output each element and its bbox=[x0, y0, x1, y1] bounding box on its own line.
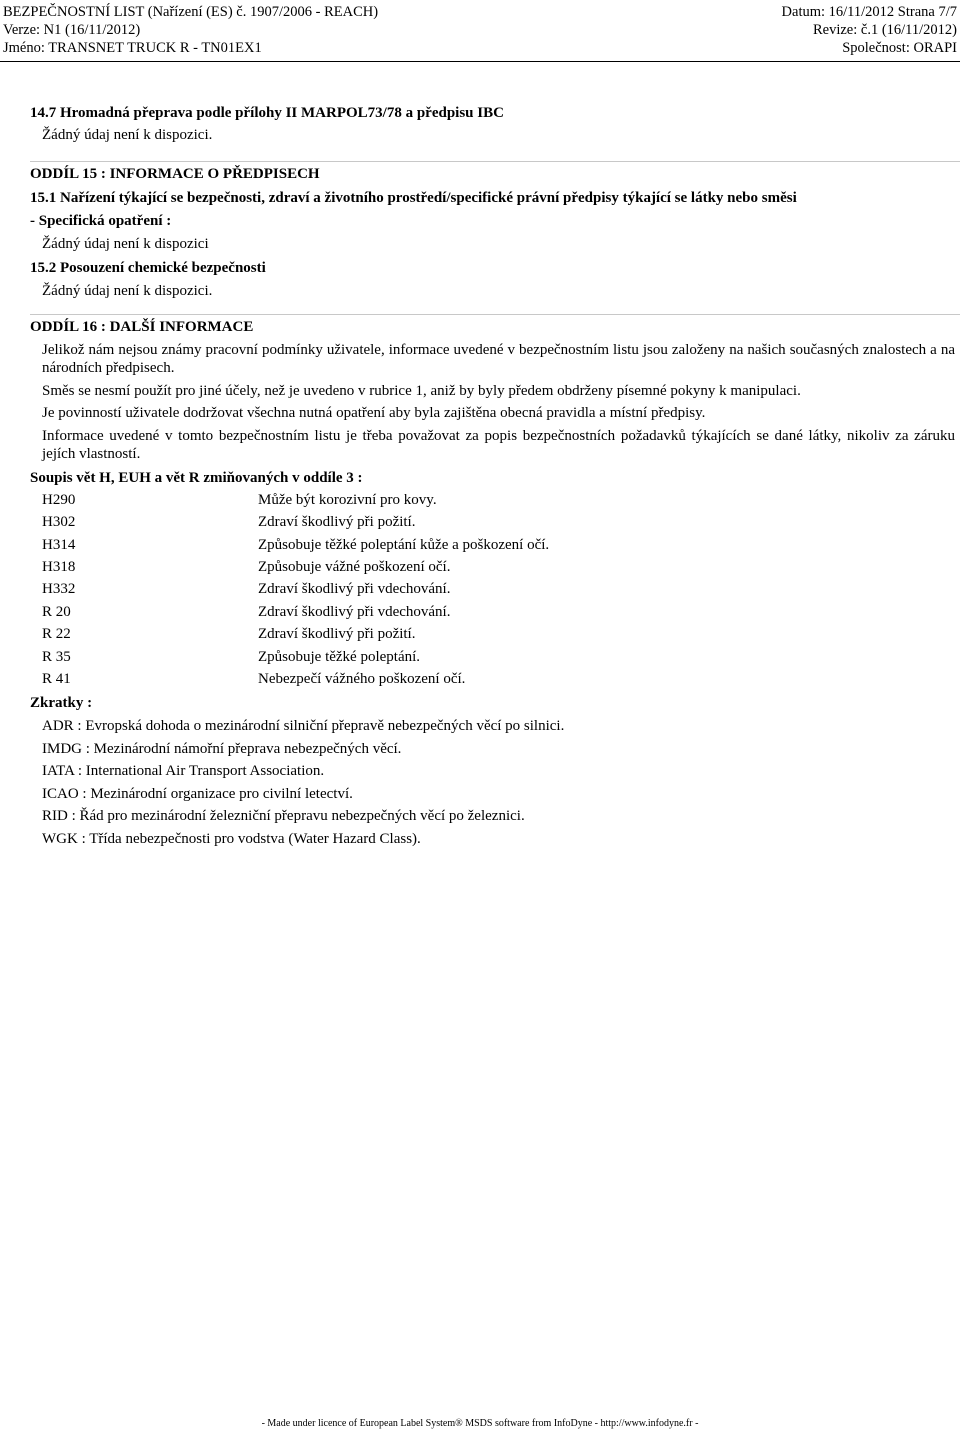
phrase-text: Způsobuje těžké poleptání kůže a poškození očí. bbox=[258, 537, 550, 553]
phrase-code: H302 bbox=[42, 514, 76, 530]
header-divider bbox=[0, 61, 960, 62]
phrases-title: Soupis vět H, EUH a vět R zmiňovaných v oddíle 3 : bbox=[30, 470, 363, 486]
phrase-text: Nebezpečí vážného poškození očí. bbox=[258, 671, 466, 687]
section-15-2-text: Žádný údaj není k dispozici. bbox=[42, 283, 213, 299]
phrase-text: Zdraví škodlivý při požití. bbox=[258, 514, 416, 530]
date-page: Datum: 16/11/2012 Strana 7/7 bbox=[781, 4, 957, 20]
section-16-rule bbox=[30, 314, 960, 315]
abbreviation-item: RID : Řád pro mezinárodní železniční přepravu nebezpečných věcí po železnici. bbox=[42, 808, 525, 824]
section-15-title: ODDÍL 15 : INFORMACE O PŘEDPISECH bbox=[30, 166, 320, 182]
phrase-text: Zdraví škodlivý při vdechování. bbox=[258, 581, 451, 597]
company-name: Společnost: ORAPI bbox=[842, 40, 957, 56]
section-16-paragraph: Je povinností uživatele dodržovat všechna nutná opatření aby byla zajištěna obecná pravidla a místní předpisy. bbox=[42, 405, 706, 421]
abbreviation-item: WGK : Třída nebezpečnosti pro vodstva (Water Hazard Class). bbox=[42, 831, 421, 847]
phrase-text: Může být korozivní pro kovy. bbox=[258, 492, 437, 508]
abbreviations-title: Zkratky : bbox=[30, 695, 93, 711]
abbreviation-item: IMDG : Mezinárodní námořní přeprava nebezpečných věcí. bbox=[42, 741, 402, 757]
section-14-7-text: Žádný údaj není k dispozici. bbox=[42, 127, 213, 143]
document-title: BEZPEČNOSTNÍ LIST (Nařízení (ES) č. 1907/2006 - REACH) bbox=[3, 4, 379, 20]
phrase-code: R 35 bbox=[42, 649, 71, 665]
section-16-paragraph: Jelikož nám nejsou známy pracovní podmínky uživatele, informace uvedené v bezpečnostním listu jsou založeny na našich současných znalostech a na národních předpisech. bbox=[42, 342, 955, 376]
section-16-paragraph: Informace uvedené v tomto bezpečnostním listu je třeba považovat za popis bezpečnostních požadavků týkajících se dané látky, nikoliv za záruku jejích vlastností. bbox=[42, 428, 955, 462]
phrase-text: Způsobuje těžké poleptání. bbox=[258, 649, 421, 665]
footer-licence: - Made under licence of European Label System® MSDS software from InfoDyne - http://www.infodyne.fr - bbox=[261, 1418, 699, 1429]
phrase-code: H290 bbox=[42, 492, 76, 508]
phrase-text: Zdraví škodlivý při vdechování. bbox=[258, 604, 451, 620]
phrase-code: H314 bbox=[42, 537, 76, 553]
specific-measures-title: - Specifická opatření : bbox=[30, 213, 172, 229]
section-16-paragraph: Směs se nesmí použít pro jiné účely, než je uvedeno v rubrice 1, aniž by byly předem obdrženy písemné pokyny k manipulaci. bbox=[42, 383, 801, 399]
phrase-code: R 22 bbox=[42, 626, 71, 642]
product-name: Jméno: TRANSNET TRUCK R - TN01EX1 bbox=[3, 40, 262, 56]
abbreviation-item: IATA : International Air Transport Association. bbox=[42, 763, 325, 779]
phrase-code: H318 bbox=[42, 559, 76, 575]
section-14-7-title: 14.7 Hromadná přeprava podle přílohy II MARPOL73/78 a předpisu IBC bbox=[30, 105, 504, 121]
phrase-code: R 41 bbox=[42, 671, 71, 687]
section-15-rule bbox=[30, 161, 960, 162]
section-15-2-title: 15.2 Posouzení chemické bezpečnosti bbox=[30, 260, 266, 276]
phrase-code: H332 bbox=[42, 581, 76, 597]
phrase-text: Zdraví škodlivý při požití. bbox=[258, 626, 416, 642]
phrase-code: R 20 bbox=[42, 604, 71, 620]
section-16-title: ODDÍL 16 : DALŠÍ INFORMACE bbox=[30, 319, 254, 335]
revision: Revize: č.1 (16/11/2012) bbox=[812, 22, 957, 38]
version: Verze: N1 (16/11/2012) bbox=[3, 22, 141, 38]
specific-measures-text: Žádný údaj není k dispozici bbox=[42, 236, 209, 252]
abbreviation-item: ICAO : Mezinárodní organizace pro civilní letectví. bbox=[42, 786, 353, 802]
abbreviation-item: ADR : Evropská dohoda o mezinárodní silniční přepravě nebezpečných věcí po silnici. bbox=[42, 718, 565, 734]
phrase-text: Způsobuje vážné poškození očí. bbox=[258, 559, 451, 575]
section-15-1-title: 15.1 Nařízení týkající se bezpečnosti, zdraví a životního prostředí/specifické právní předpisy týkající se látky nebo směsi bbox=[30, 190, 797, 206]
